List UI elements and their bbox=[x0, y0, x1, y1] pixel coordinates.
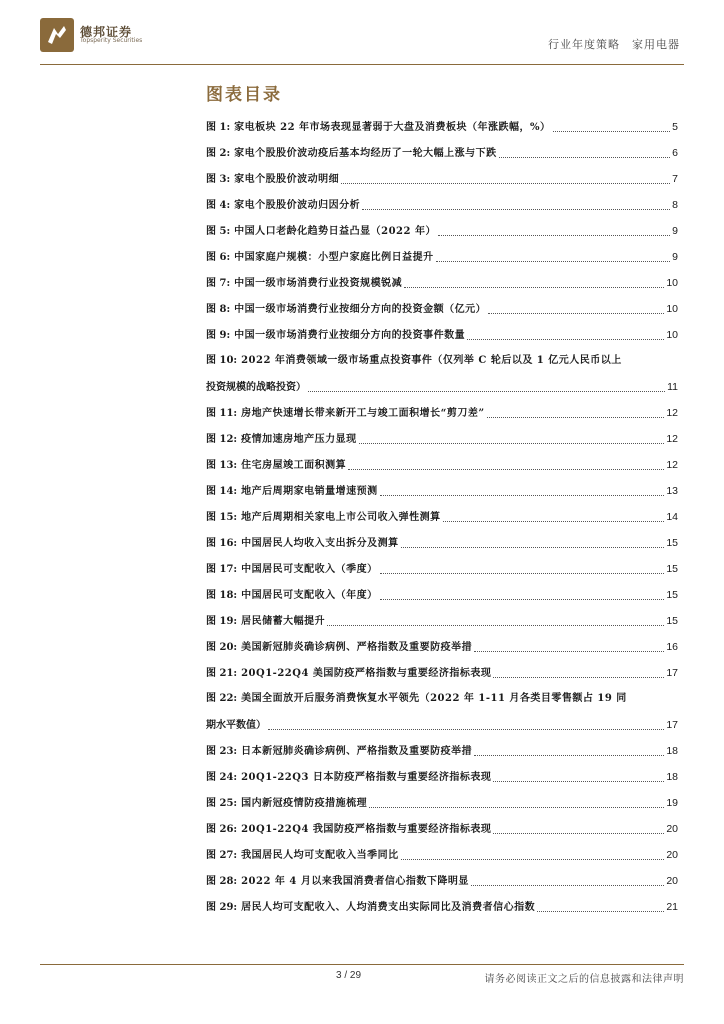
dot-leader bbox=[359, 443, 665, 444]
toc-entry[interactable] bbox=[206, 764, 678, 790]
figure-title: 地产后周期相关家电上市公司收入弹性测算 bbox=[241, 512, 441, 523]
figure-label: 图 23: bbox=[206, 746, 238, 757]
dot-leader bbox=[488, 313, 664, 314]
figure-label: 图 27: bbox=[206, 850, 238, 861]
page-ref: 17 bbox=[666, 667, 678, 679]
figure-title: 20Q1-22Q4 美国防疫严格指数与重要经济指标表现 bbox=[241, 668, 492, 679]
dot-leader bbox=[436, 261, 671, 262]
figure-title: 居民储蓄大幅提升 bbox=[241, 616, 326, 627]
figure-label: 图 20: bbox=[206, 642, 238, 653]
toc-entry[interactable] bbox=[206, 322, 678, 348]
dot-leader bbox=[401, 859, 665, 860]
toc-title: 图表目录 bbox=[206, 85, 282, 105]
dot-leader bbox=[362, 209, 670, 210]
figure-title: 2022 年 4 月以来我国消费者信心指数下降明显 bbox=[241, 876, 469, 887]
page-ref: 5 bbox=[672, 121, 678, 133]
toc-entry[interactable] bbox=[206, 478, 678, 504]
figure-label: 图 16: bbox=[206, 538, 238, 549]
figure-label: 图 9: bbox=[206, 330, 231, 341]
toc-entry[interactable] bbox=[206, 556, 678, 582]
doc-type: 行业年度策略 bbox=[548, 38, 620, 51]
figure-label: 图 14: bbox=[206, 486, 238, 497]
figure-label: 图 28: bbox=[206, 876, 238, 887]
page-ref: 15 bbox=[666, 589, 678, 601]
industry-name: 家用电器 bbox=[632, 38, 680, 51]
figure-label: 图 6: bbox=[206, 252, 231, 263]
page-ref: 13 bbox=[666, 485, 678, 497]
page-ref: 6 bbox=[672, 147, 678, 159]
figure-title: 我国居民人均可支配收入当季同比 bbox=[241, 850, 399, 861]
figure-title: 地产后周期家电销量增速预测 bbox=[241, 486, 378, 497]
figure-title: 中国一级市场消费行业投资规模锐减 bbox=[234, 278, 403, 289]
figure-label: 图 24: bbox=[206, 772, 238, 783]
toc-entry[interactable] bbox=[206, 348, 678, 400]
figure-title-continued: 期水平数值） bbox=[206, 720, 266, 731]
dot-leader bbox=[401, 547, 665, 548]
toc-entry[interactable] bbox=[206, 894, 678, 920]
toc-entry[interactable] bbox=[206, 140, 678, 166]
figure-title: 美国新冠肺炎确诊病例、严格指数及重要防疫举措 bbox=[241, 642, 473, 653]
figure-label: 图 13: bbox=[206, 460, 238, 471]
page-ref: 12 bbox=[666, 459, 678, 471]
toc-entry[interactable] bbox=[206, 634, 678, 660]
toc-entry[interactable] bbox=[206, 608, 678, 634]
dot-leader bbox=[348, 469, 664, 470]
company-logo bbox=[40, 18, 142, 52]
logo-name-en: Topsperity Securities bbox=[80, 37, 143, 45]
figure-label: 图 26: bbox=[206, 824, 238, 835]
dot-leader bbox=[438, 235, 670, 236]
figure-label: 图 22: bbox=[206, 693, 238, 704]
logo-name-cn: 德邦证券 bbox=[80, 24, 133, 39]
page-ref: 9 bbox=[672, 251, 678, 263]
toc-entry[interactable] bbox=[206, 660, 678, 686]
figure-title: 2022 年消费领域一级市场重点投资事件（仅列举 C 轮后以及 1 亿元人民币以上 bbox=[241, 355, 622, 366]
figure-label: 图 25: bbox=[206, 798, 238, 809]
page-ref: 8 bbox=[672, 199, 678, 211]
figure-label: 图 19: bbox=[206, 616, 238, 627]
figure-title: 日本新冠肺炎确诊病例、严格指数及重要防疫举措 bbox=[241, 746, 473, 757]
figure-label: 图 8: bbox=[206, 304, 231, 315]
page-ref: 11 bbox=[667, 381, 678, 393]
dot-leader bbox=[493, 833, 664, 834]
figure-title: 中国家庭户规模：小型户家庭比例日益提升 bbox=[234, 252, 434, 263]
figure-label: 图 18: bbox=[206, 590, 238, 601]
dot-leader bbox=[493, 677, 664, 678]
figure-title: 美国全面放开后服务消费恢复水平领先（2022 年 1-11 月各类目零售额占 19 同 bbox=[241, 693, 627, 704]
figure-title: 家电板块 22 年市场表现显著弱于大盘及消费板块（年涨跌幅，%） bbox=[234, 122, 551, 133]
page-ref: 20 bbox=[666, 849, 678, 861]
dot-leader bbox=[404, 287, 664, 288]
toc-entry[interactable] bbox=[206, 218, 678, 244]
page-ref: 10 bbox=[666, 277, 678, 289]
figure-label: 图 29: bbox=[206, 902, 238, 913]
figure-label: 图 17: bbox=[206, 564, 238, 575]
dot-leader bbox=[537, 911, 664, 912]
figure-title: 住宅房屋竣工面积测算 bbox=[241, 460, 347, 471]
figure-label: 图 5: bbox=[206, 226, 231, 237]
toc-entry[interactable] bbox=[206, 686, 678, 738]
page-ref: 14 bbox=[666, 511, 678, 523]
toc-entry[interactable] bbox=[206, 530, 678, 556]
figure-title: 家电个股股价波动明细 bbox=[234, 174, 340, 185]
toc-entry[interactable] bbox=[206, 192, 678, 218]
figure-title: 中国居民人均收入支出拆分及测算 bbox=[241, 538, 399, 549]
page-ref: 20 bbox=[666, 823, 678, 835]
dot-leader bbox=[327, 625, 664, 626]
figure-label: 图 15: bbox=[206, 512, 238, 523]
figure-title: 国内新冠疫情防疫措施梳理 bbox=[241, 798, 368, 809]
dot-leader bbox=[369, 807, 664, 808]
figure-label: 图 1: bbox=[206, 122, 231, 133]
dot-leader bbox=[499, 157, 671, 158]
figure-label: 图 21: bbox=[206, 668, 238, 679]
dot-leader bbox=[487, 417, 665, 418]
page-ref: 19 bbox=[666, 797, 678, 809]
toc-entry[interactable] bbox=[206, 868, 678, 894]
figure-title: 中国一级市场消费行业按细分方向的投资金额（亿元） bbox=[234, 304, 487, 315]
figure-label: 图 10: bbox=[206, 355, 238, 366]
toc-entry[interactable] bbox=[206, 166, 678, 192]
figure-label: 图 4: bbox=[206, 200, 231, 211]
toc-entry[interactable] bbox=[206, 504, 678, 530]
dot-leader bbox=[443, 521, 665, 522]
dot-leader bbox=[474, 755, 664, 756]
toc-entry[interactable] bbox=[206, 452, 678, 478]
logo-mark-icon bbox=[40, 18, 74, 52]
figure-label: 图 12: bbox=[206, 434, 238, 445]
page-ref: 12 bbox=[666, 433, 678, 445]
page-ref: 15 bbox=[666, 563, 678, 575]
dot-leader bbox=[268, 729, 664, 730]
dot-leader bbox=[471, 885, 664, 886]
page-ref: 10 bbox=[666, 303, 678, 315]
toc-list bbox=[206, 114, 678, 920]
footer-rule bbox=[40, 964, 684, 965]
toc-entry[interactable] bbox=[206, 790, 678, 816]
page-number: 3 / 29 bbox=[336, 970, 362, 981]
figure-title: 居民人均可支配收入、人均消费支出实际同比及消费者信心指数 bbox=[241, 902, 536, 913]
dot-leader bbox=[493, 781, 664, 782]
figure-title: 20Q1-22Q3 日本防疫严格指数与重要经济指标表现 bbox=[241, 772, 492, 783]
page-ref: 18 bbox=[666, 745, 678, 757]
toc-entry[interactable] bbox=[206, 400, 678, 426]
figure-title: 家电个股股价波动归因分析 bbox=[234, 200, 361, 211]
figure-title: 房地产快速增长带来新开工与竣工面积增长“剪刀差” bbox=[241, 408, 485, 419]
page-header bbox=[40, 12, 684, 65]
page-ref: 7 bbox=[672, 173, 678, 185]
figure-label: 图 3: bbox=[206, 174, 231, 185]
figure-title: 家电个股股价波动疫后基本均经历了一轮大幅上涨与下跌 bbox=[234, 148, 497, 159]
figure-label: 图 2: bbox=[206, 148, 231, 159]
toc-entry[interactable] bbox=[206, 114, 678, 140]
figure-label: 图 7: bbox=[206, 278, 231, 289]
toc-entry[interactable] bbox=[206, 842, 678, 868]
page-ref: 12 bbox=[666, 407, 678, 419]
toc-entry[interactable] bbox=[206, 296, 678, 322]
page-ref: 9 bbox=[672, 225, 678, 237]
figure-title: 中国居民可支配收入（年度） bbox=[241, 590, 378, 601]
dot-leader bbox=[467, 339, 664, 340]
toc-entry[interactable] bbox=[206, 244, 678, 270]
dot-leader bbox=[474, 651, 664, 652]
dot-leader bbox=[380, 573, 665, 574]
figure-title: 20Q1-22Q4 我国防疫严格指数与重要经济指标表现 bbox=[241, 824, 492, 835]
toc-entry[interactable] bbox=[206, 816, 678, 842]
page-ref: 17 bbox=[666, 719, 678, 731]
toc-entry[interactable] bbox=[206, 738, 678, 764]
figure-title: 中国居民可支配收入（季度） bbox=[241, 564, 378, 575]
page-ref: 16 bbox=[666, 641, 678, 653]
header-category bbox=[548, 36, 680, 52]
page-ref: 10 bbox=[666, 329, 678, 341]
toc-entry[interactable] bbox=[206, 426, 678, 452]
dot-leader bbox=[380, 599, 665, 600]
dot-leader bbox=[341, 183, 670, 184]
legal-disclaimer: 请务必阅读正文之后的信息披露和法律声明 bbox=[484, 974, 684, 985]
figure-label: 图 11: bbox=[206, 408, 238, 419]
figure-title: 疫情加速房地产压力显现 bbox=[241, 434, 357, 445]
figure-title-continued: 投资规模的战略投资） bbox=[206, 382, 306, 393]
page-ref: 18 bbox=[666, 771, 678, 783]
page-ref: 15 bbox=[666, 537, 678, 549]
figure-title: 中国人口老龄化趋势日益凸显（2022 年） bbox=[234, 226, 436, 237]
page-ref: 21 bbox=[666, 901, 678, 913]
dot-leader bbox=[380, 495, 665, 496]
dot-leader bbox=[308, 391, 665, 392]
page-ref: 15 bbox=[666, 615, 678, 627]
figure-title: 中国一级市场消费行业按细分方向的投资事件数量 bbox=[234, 330, 466, 341]
toc-entry[interactable] bbox=[206, 582, 678, 608]
dot-leader bbox=[553, 131, 671, 132]
toc-entry[interactable] bbox=[206, 270, 678, 296]
page-ref: 20 bbox=[666, 875, 678, 887]
